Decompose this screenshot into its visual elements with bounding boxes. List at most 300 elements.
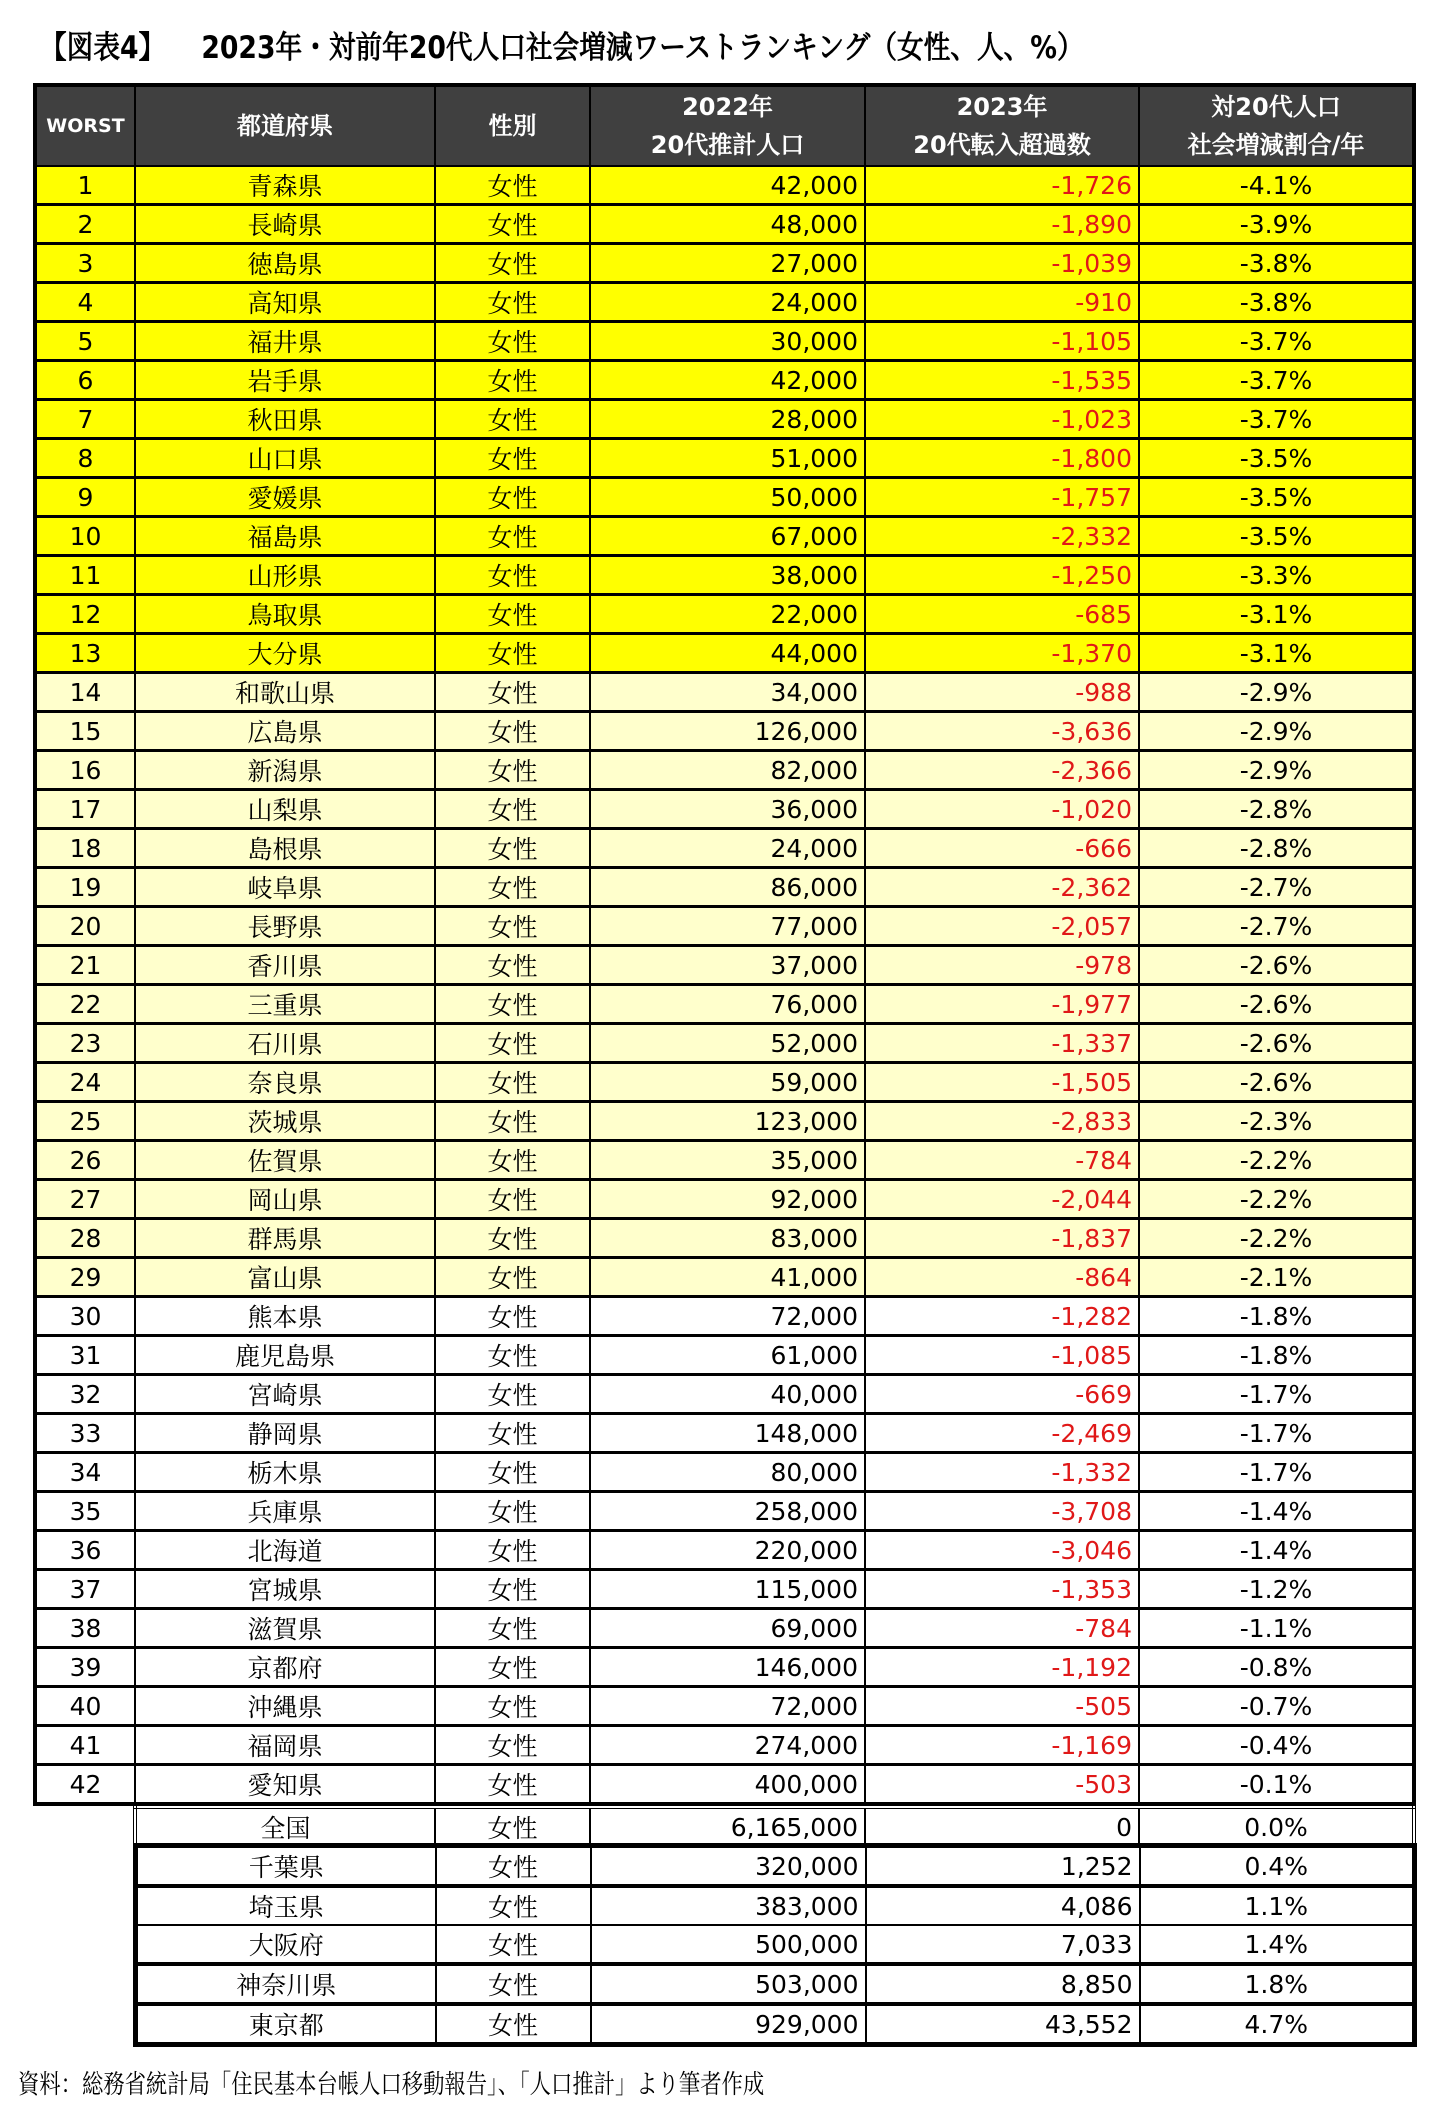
- table-row: [35, 1609, 1414, 1648]
- cell-rate: -3.5%: [1139, 517, 1414, 556]
- cell-sex: 女性: [435, 1219, 590, 1258]
- cell-net-migration: -988: [865, 673, 1139, 712]
- cell-rank: 7: [35, 400, 135, 439]
- cell-rate: -3.5%: [1139, 439, 1414, 478]
- cell-rank: 38: [35, 1609, 135, 1648]
- cell-net-migration: -2,366: [865, 751, 1139, 790]
- cell-sex: 女性: [435, 1765, 590, 1805]
- table-row: [35, 244, 1414, 283]
- cell-prefecture: 新潟県: [135, 751, 435, 790]
- cell-sex: 女性: [435, 1297, 590, 1336]
- cell-prefecture: 宮崎県: [135, 1375, 435, 1414]
- cell-sex: 女性: [436, 1925, 591, 1964]
- cell-rate: -0.7%: [1139, 1687, 1414, 1726]
- cell-prefecture: 滋賀県: [135, 1609, 435, 1648]
- cell-net-migration: 8,850: [866, 1964, 1140, 2004]
- table-row: [35, 1063, 1414, 1102]
- cell-prefecture: 北海道: [135, 1531, 435, 1570]
- cell-rate: -0.4%: [1139, 1726, 1414, 1765]
- table-row: [35, 361, 1414, 400]
- cell-prefecture: 沖縄県: [135, 1687, 435, 1726]
- cell-sex: 女性: [436, 2004, 591, 2045]
- cell-rate: 0.4%: [1140, 1846, 1415, 1887]
- cell-sex: 女性: [435, 517, 590, 556]
- cell-net-migration: -1,023: [865, 400, 1139, 439]
- cell-sex: 女性: [435, 283, 590, 322]
- cell-prefecture: 鹿児島県: [135, 1336, 435, 1375]
- cell-prefecture: 奈良県: [135, 1063, 435, 1102]
- cell-rank: 30: [35, 1297, 135, 1336]
- cell-rank: 20: [35, 907, 135, 946]
- cell-population: 67,000: [590, 517, 865, 556]
- cell-sex: 女性: [435, 1687, 590, 1726]
- cell-sex: 女性: [435, 1414, 590, 1453]
- cell-prefecture: 鳥取県: [135, 595, 435, 634]
- cell-population: 500,000: [591, 1925, 866, 1964]
- table-row: [35, 322, 1414, 361]
- cell-rank: 1: [35, 166, 135, 205]
- cell-rank: 16: [35, 751, 135, 790]
- cell-population: 42,000: [590, 361, 865, 400]
- cell-sex: 女性: [435, 1531, 590, 1570]
- cell-prefecture: 広島県: [135, 712, 435, 751]
- cell-prefecture: 長崎県: [135, 205, 435, 244]
- cell-net-migration: -2,057: [865, 907, 1139, 946]
- cell-sex: 女性: [435, 829, 590, 868]
- table-row: [35, 1258, 1414, 1297]
- cell-prefecture: 神奈川県: [136, 1964, 436, 2004]
- cell-sex: 女性: [435, 1336, 590, 1375]
- table-row: [35, 1726, 1414, 1765]
- cell-population: 72,000: [590, 1687, 865, 1726]
- cell-population: 51,000: [590, 439, 865, 478]
- cell-rank: 11: [35, 556, 135, 595]
- cell-population: 59,000: [590, 1063, 865, 1102]
- table-row: [35, 829, 1414, 868]
- cell-rate: -0.8%: [1139, 1648, 1414, 1687]
- cell-rate: -3.7%: [1139, 400, 1414, 439]
- cell-net-migration: -503: [865, 1765, 1139, 1805]
- cell-rate: -3.8%: [1139, 283, 1414, 322]
- figure-label: 【図表4】: [40, 30, 166, 66]
- cell-population: 40,000: [590, 1375, 865, 1414]
- cell-rank: 37: [35, 1570, 135, 1609]
- cell-sex: 女性: [435, 166, 590, 205]
- cell-population: 50,000: [590, 478, 865, 517]
- table-row: [35, 1375, 1414, 1414]
- table-row: [35, 166, 1414, 205]
- header-rate: 対20代人口 社会増減割合/年: [1139, 85, 1414, 166]
- cell-population: 400,000: [590, 1765, 865, 1805]
- cell-prefecture: 佐賀県: [135, 1141, 435, 1180]
- cell-net-migration: -1,192: [865, 1648, 1139, 1687]
- cell-population: 72,000: [590, 1297, 865, 1336]
- cell-population: 36,000: [590, 790, 865, 829]
- cell-sex: 女性: [435, 361, 590, 400]
- cell-net-migration: -864: [865, 1258, 1139, 1297]
- table-row: [35, 1336, 1414, 1375]
- cell-prefecture: 千葉県: [136, 1846, 436, 1887]
- table-row: [35, 907, 1414, 946]
- cell-sex: 女性: [435, 244, 590, 283]
- cell-rank: 25: [35, 1102, 135, 1141]
- cell-sex: 女性: [436, 1846, 591, 1887]
- cell-net-migration: -1,337: [865, 1024, 1139, 1063]
- cell-rate: -1.8%: [1139, 1297, 1414, 1336]
- cell-rank: 8: [35, 439, 135, 478]
- table-row: [35, 868, 1414, 907]
- header-sex: 性別: [435, 85, 590, 166]
- cell-net-migration: -784: [865, 1609, 1139, 1648]
- cell-rank: 2: [35, 205, 135, 244]
- table-row: [35, 1648, 1414, 1687]
- cell-rank: 27: [35, 1180, 135, 1219]
- table-row: [35, 478, 1414, 517]
- cell-sex: 女性: [435, 868, 590, 907]
- table-row: [35, 673, 1414, 712]
- cell-rate: -2.7%: [1139, 907, 1414, 946]
- table-row: [35, 946, 1414, 985]
- cell-prefecture: 富山県: [135, 1258, 435, 1297]
- cell-rate: -3.7%: [1139, 322, 1414, 361]
- cell-prefecture: 高知県: [135, 283, 435, 322]
- cell-prefecture: 山梨県: [135, 790, 435, 829]
- cell-rank: 12: [35, 595, 135, 634]
- cell-sex: 女性: [435, 1453, 590, 1492]
- table-row: [35, 1453, 1414, 1492]
- cell-prefecture: 福井県: [135, 322, 435, 361]
- cell-rate: -1.4%: [1139, 1531, 1414, 1570]
- cell-population: 24,000: [590, 283, 865, 322]
- cell-net-migration: -1,169: [865, 1726, 1139, 1765]
- cell-rate: 1.8%: [1140, 1964, 1415, 2004]
- cell-net-migration: -505: [865, 1687, 1139, 1726]
- cell-sex: 女性: [435, 1807, 590, 1847]
- table-row: [35, 400, 1414, 439]
- cell-population: 86,000: [590, 868, 865, 907]
- table-row: [35, 556, 1414, 595]
- cell-population: 42,000: [590, 166, 865, 205]
- cell-rate: 0.0%: [1139, 1807, 1414, 1847]
- cell-rate: -1.4%: [1139, 1492, 1414, 1531]
- cell-net-migration: -1,757: [865, 478, 1139, 517]
- cell-rate: -2.6%: [1139, 1024, 1414, 1063]
- table-row: [35, 1492, 1414, 1531]
- cell-rate: -2.6%: [1139, 1063, 1414, 1102]
- cell-population: 929,000: [591, 2004, 866, 2045]
- cell-rank: 15: [35, 712, 135, 751]
- cell-prefecture: 三重県: [135, 985, 435, 1024]
- cell-population: 83,000: [590, 1219, 865, 1258]
- cell-prefecture: 岩手県: [135, 361, 435, 400]
- table-row: [136, 1886, 1415, 1925]
- cell-rate: -2.2%: [1139, 1180, 1414, 1219]
- table-row: [35, 1765, 1414, 1805]
- cell-net-migration: -669: [865, 1375, 1139, 1414]
- cell-rank: 10: [35, 517, 135, 556]
- title-text: 2023年・対前年20代人口社会増減ワーストランキング（女性、人、%）: [201, 30, 1084, 66]
- cell-rate: -2.2%: [1139, 1219, 1414, 1258]
- cell-population: 76,000: [590, 985, 865, 1024]
- cell-rate: -0.1%: [1139, 1765, 1414, 1805]
- cell-rank: 26: [35, 1141, 135, 1180]
- cell-net-migration: -1,105: [865, 322, 1139, 361]
- cell-rate: -3.1%: [1139, 634, 1414, 673]
- table-row: [35, 634, 1414, 673]
- cell-rank: 18: [35, 829, 135, 868]
- cell-rate: -2.9%: [1139, 673, 1414, 712]
- cell-rate: -2.8%: [1139, 790, 1414, 829]
- cell-population: 115,000: [590, 1570, 865, 1609]
- cell-population: 274,000: [590, 1726, 865, 1765]
- cell-sex: 女性: [435, 1726, 590, 1765]
- table-row: [35, 1102, 1414, 1141]
- cell-population: 220,000: [590, 1531, 865, 1570]
- cell-prefecture: 東京都: [136, 2004, 436, 2045]
- cell-population: 52,000: [590, 1024, 865, 1063]
- cell-rate: -4.1%: [1139, 166, 1414, 205]
- cell-population: 77,000: [590, 907, 865, 946]
- cell-rate: -3.9%: [1139, 205, 1414, 244]
- cell-population: 28,000: [590, 400, 865, 439]
- cell-rate: -2.2%: [1139, 1141, 1414, 1180]
- cell-rank: 4: [35, 283, 135, 322]
- cell-net-migration: -1,726: [865, 166, 1139, 205]
- table-row: [35, 1531, 1414, 1570]
- cell-sex: 女性: [435, 1102, 590, 1141]
- cell-prefecture: 島根県: [135, 829, 435, 868]
- cell-net-migration: -1,332: [865, 1453, 1139, 1492]
- cell-sex: 女性: [435, 1492, 590, 1531]
- cell-rate: -1.7%: [1139, 1414, 1414, 1453]
- cell-sex: 女性: [435, 478, 590, 517]
- cell-net-migration: -1,837: [865, 1219, 1139, 1258]
- cell-prefecture: 秋田県: [135, 400, 435, 439]
- ranking-table: [33, 83, 1416, 1806]
- cell-rank: 5: [35, 322, 135, 361]
- cell-rate: -1.8%: [1139, 1336, 1414, 1375]
- cell-net-migration: -666: [865, 829, 1139, 868]
- cell-net-migration: -978: [865, 946, 1139, 985]
- cell-prefecture: 京都府: [135, 1648, 435, 1687]
- cell-rate: 1.1%: [1140, 1886, 1415, 1925]
- cell-net-migration: -2,833: [865, 1102, 1139, 1141]
- cell-prefecture: 静岡県: [135, 1414, 435, 1453]
- cell-population: 503,000: [591, 1964, 866, 2004]
- cell-sex: 女性: [435, 400, 590, 439]
- cell-rank: 28: [35, 1219, 135, 1258]
- header-worst: WORST: [35, 85, 135, 166]
- cell-rate: -2.1%: [1139, 1258, 1414, 1297]
- cell-rank: 33: [35, 1414, 135, 1453]
- cell-prefecture: 徳島県: [135, 244, 435, 283]
- cell-sex: 女性: [435, 1609, 590, 1648]
- cell-net-migration: -3,636: [865, 712, 1139, 751]
- header-net-migration-2023: 2023年 20代転入超過数: [865, 85, 1139, 166]
- table-row: [35, 1141, 1414, 1180]
- cell-net-migration: -2,044: [865, 1180, 1139, 1219]
- cell-prefecture: 栃木県: [135, 1453, 435, 1492]
- cell-population: 69,000: [590, 1609, 865, 1648]
- cell-rank: 24: [35, 1063, 135, 1102]
- cell-prefecture: 愛媛県: [135, 478, 435, 517]
- cell-sex: 女性: [435, 1375, 590, 1414]
- cell-population: 38,000: [590, 556, 865, 595]
- cell-population: 146,000: [590, 1648, 865, 1687]
- header-population-2022: 2022年 20代推計人口: [590, 85, 865, 166]
- cell-rate: -3.5%: [1139, 478, 1414, 517]
- cell-population: 41,000: [590, 1258, 865, 1297]
- cell-sex: 女性: [435, 907, 590, 946]
- cell-sex: 女性: [435, 556, 590, 595]
- cell-net-migration: -1,370: [865, 634, 1139, 673]
- cell-net-migration: -1,505: [865, 1063, 1139, 1102]
- cell-rate: 4.7%: [1140, 2004, 1415, 2045]
- cell-population: 61,000: [590, 1336, 865, 1375]
- cell-rank: 23: [35, 1024, 135, 1063]
- cell-prefecture: 香川県: [135, 946, 435, 985]
- cell-population: 80,000: [590, 1453, 865, 1492]
- cell-population: 34,000: [590, 673, 865, 712]
- cell-rate: -2.9%: [1139, 751, 1414, 790]
- cell-sex: 女性: [435, 985, 590, 1024]
- cell-population: 37,000: [590, 946, 865, 985]
- cell-sex: 女性: [435, 1648, 590, 1687]
- table-row: [35, 1297, 1414, 1336]
- table-row: [35, 1687, 1414, 1726]
- table-row: [35, 595, 1414, 634]
- cell-net-migration: -1,353: [865, 1570, 1139, 1609]
- cell-net-migration: -1,977: [865, 985, 1139, 1024]
- cell-net-migration: 43,552: [866, 2004, 1140, 2045]
- cell-prefecture: 埼玉県: [136, 1886, 436, 1925]
- cell-population: 148,000: [590, 1414, 865, 1453]
- cell-net-migration: -1,800: [865, 439, 1139, 478]
- cell-net-migration: -2,469: [865, 1414, 1139, 1453]
- cell-sex: 女性: [435, 322, 590, 361]
- page-title: [40, 26, 1084, 70]
- cell-rank: 36: [35, 1531, 135, 1570]
- cell-population: 35,000: [590, 1141, 865, 1180]
- cell-net-migration: -3,046: [865, 1531, 1139, 1570]
- cell-rate: -2.6%: [1139, 946, 1414, 985]
- table-row: [35, 517, 1414, 556]
- cell-population: 6,165,000: [590, 1807, 865, 1847]
- cell-rank: 29: [35, 1258, 135, 1297]
- cell-prefecture: 長野県: [135, 907, 435, 946]
- cell-rate: -3.1%: [1139, 595, 1414, 634]
- cell-population: 320,000: [591, 1846, 866, 1887]
- cell-rank: 17: [35, 790, 135, 829]
- cell-population: 30,000: [590, 322, 865, 361]
- cell-net-migration: -3,708: [865, 1492, 1139, 1531]
- cell-net-migration: -910: [865, 283, 1139, 322]
- cell-prefecture: 群馬県: [135, 1219, 435, 1258]
- cell-net-migration: -1,085: [865, 1336, 1139, 1375]
- cell-net-migration: -784: [865, 1141, 1139, 1180]
- cell-sex: 女性: [435, 790, 590, 829]
- cell-population: 82,000: [590, 751, 865, 790]
- cell-rate: -2.6%: [1139, 985, 1414, 1024]
- cell-population: 126,000: [590, 712, 865, 751]
- cell-rate: -2.8%: [1139, 829, 1414, 868]
- cell-sex: 女性: [435, 673, 590, 712]
- table-row: [35, 712, 1414, 751]
- table-row: [35, 283, 1414, 322]
- table-row: [35, 1024, 1414, 1063]
- cell-population: 48,000: [590, 205, 865, 244]
- cell-sex: 女性: [435, 634, 590, 673]
- cell-sex: 女性: [435, 751, 590, 790]
- cell-sex: 女性: [436, 1964, 591, 2004]
- cell-sex: 女性: [435, 1570, 590, 1609]
- cell-prefecture: 岡山県: [135, 1180, 435, 1219]
- cell-sex: 女性: [435, 595, 590, 634]
- cell-rank: 40: [35, 1687, 135, 1726]
- cell-sex: 女性: [435, 1063, 590, 1102]
- cell-sex: 女性: [435, 1258, 590, 1297]
- cell-sex: 女性: [435, 712, 590, 751]
- cell-rank: 34: [35, 1453, 135, 1492]
- cell-prefecture: 熊本県: [135, 1297, 435, 1336]
- cell-sex: 女性: [435, 1180, 590, 1219]
- cell-net-migration: -1,535: [865, 361, 1139, 400]
- table-row: [35, 1570, 1414, 1609]
- cell-rate: -2.9%: [1139, 712, 1414, 751]
- cell-prefecture: 宮城県: [135, 1570, 435, 1609]
- cell-net-migration: 0: [865, 1807, 1139, 1847]
- cell-sex: 女性: [436, 1886, 591, 1925]
- table-row-national: [135, 1807, 1414, 1847]
- cell-net-migration: -1,282: [865, 1297, 1139, 1336]
- table-row: [35, 1219, 1414, 1258]
- cell-rate: -3.3%: [1139, 556, 1414, 595]
- cell-sex: 女性: [435, 205, 590, 244]
- cell-rank: 42: [35, 1765, 135, 1805]
- cell-net-migration: -1,020: [865, 790, 1139, 829]
- gainers-table: [133, 1843, 1417, 2047]
- table-row: [35, 205, 1414, 244]
- cell-rank: 9: [35, 478, 135, 517]
- cell-rank: 6: [35, 361, 135, 400]
- cell-rate: -2.3%: [1139, 1102, 1414, 1141]
- header-prefecture: 都道府県: [135, 85, 435, 166]
- cell-prefecture: 大阪府: [136, 1925, 436, 1964]
- cell-rate: -1.2%: [1139, 1570, 1414, 1609]
- cell-prefecture: 岐阜県: [135, 868, 435, 907]
- cell-rate: -3.7%: [1139, 361, 1414, 400]
- cell-rate: 1.4%: [1140, 1925, 1415, 1964]
- cell-prefecture: 福岡県: [135, 1726, 435, 1765]
- cell-rank: 41: [35, 1726, 135, 1765]
- cell-rank: 31: [35, 1336, 135, 1375]
- cell-population: 44,000: [590, 634, 865, 673]
- cell-net-migration: -1,890: [865, 205, 1139, 244]
- cell-net-migration: -1,250: [865, 556, 1139, 595]
- cell-net-migration: 4,086: [866, 1886, 1140, 1925]
- cell-population: 24,000: [590, 829, 865, 868]
- cell-prefecture: 茨城県: [135, 1102, 435, 1141]
- header-row: [35, 85, 1414, 166]
- cell-population: 22,000: [590, 595, 865, 634]
- cell-rank: 39: [35, 1648, 135, 1687]
- cell-rate: -2.7%: [1139, 868, 1414, 907]
- table-row: [35, 751, 1414, 790]
- cell-net-migration: -2,332: [865, 517, 1139, 556]
- cell-population: 123,000: [590, 1102, 865, 1141]
- cell-rate: -1.7%: [1139, 1375, 1414, 1414]
- cell-prefecture: 山形県: [135, 556, 435, 595]
